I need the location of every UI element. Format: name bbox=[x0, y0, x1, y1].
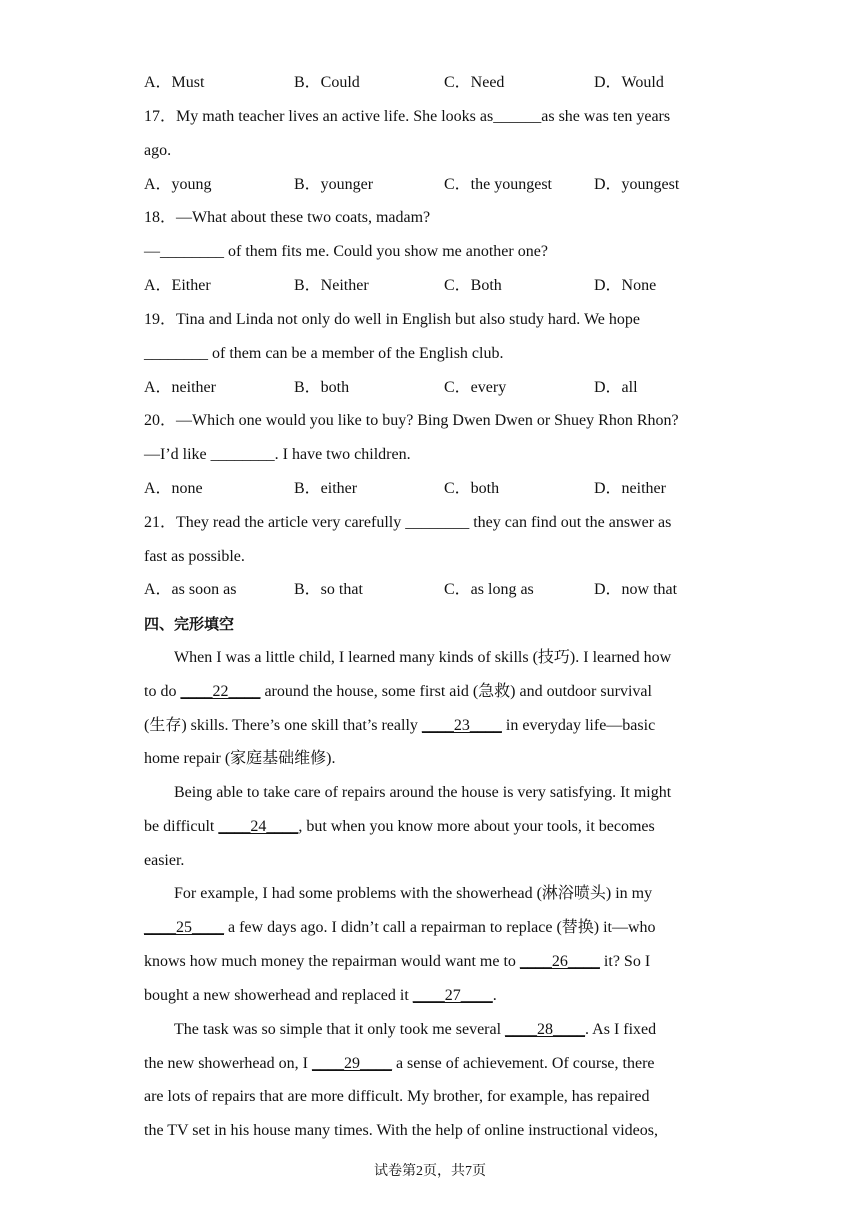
passage-text: to do bbox=[144, 683, 181, 700]
passage-line: Being able to take care of repairs around the house is very satisfying. It might bbox=[174, 784, 672, 801]
cloze-blank-25: ____25____ bbox=[144, 919, 224, 936]
passage-text: knows how much money the repairman would want me to bbox=[144, 953, 520, 970]
passage-line bbox=[144, 952, 650, 972]
q20-stem-line2: —I’d like ________. I have two children. bbox=[144, 446, 411, 463]
q19-option-a: A．neither bbox=[144, 379, 216, 396]
cloze-blank-23: ____23____ bbox=[421, 717, 502, 734]
passage-text: a few days ago. I didn’t call a repairman to replace (替换) it—who bbox=[224, 919, 656, 936]
q19-option-d: D．all bbox=[594, 379, 638, 396]
q19-option-c: C．every bbox=[444, 379, 507, 396]
passage-line: easier. bbox=[144, 852, 185, 869]
q17-blank: ______ bbox=[493, 108, 542, 125]
passage-line bbox=[144, 682, 652, 702]
cloze-blank-24: ____24____ bbox=[218, 818, 299, 835]
q17-stem-line2: ago. bbox=[144, 142, 172, 159]
q20-option-b: B．either bbox=[294, 480, 358, 497]
q18-stem-line2: —________ of them fits me. Could you show me another one? bbox=[144, 243, 548, 260]
q21-options bbox=[144, 580, 744, 600]
q18-stem-line1: 18．—What about these two coats, madam? bbox=[144, 209, 431, 226]
q17-stem-line1 bbox=[144, 107, 670, 127]
q21-option-b: B．so that bbox=[294, 581, 363, 598]
q17-options bbox=[144, 175, 744, 195]
q17-option-c: C．the youngest bbox=[444, 176, 552, 193]
passage-line bbox=[174, 1020, 656, 1040]
passage-line bbox=[144, 716, 655, 736]
cloze-blank-28: ____28____ bbox=[505, 1021, 586, 1038]
q20-option-c: C．both bbox=[444, 480, 500, 497]
q19-stem-line1: 19．Tina and Linda not only do well in English but also study hard. We hope bbox=[144, 311, 641, 328]
q20-option-d: D．neither bbox=[594, 480, 666, 497]
q18-option-d: D．None bbox=[594, 277, 657, 294]
passage-text: bought a new showerhead and replaced it bbox=[144, 987, 413, 1004]
q18-option-a: A．Either bbox=[144, 277, 211, 294]
q17-stem-text: 17．My math teacher lives an active life. She looks as bbox=[144, 108, 494, 125]
passage-text: (生存) skills. There’s one skill that’s really bbox=[144, 717, 422, 734]
passage-text: The task was so simple that it only took me several bbox=[174, 1021, 506, 1038]
q16-option-d: D．Would bbox=[594, 74, 664, 91]
page-footer: 试卷第2页，共7页 bbox=[374, 1164, 486, 1179]
cloze-blank-22: ____22____ bbox=[180, 683, 261, 700]
q16-option-c: C．Need bbox=[444, 74, 505, 91]
q17-option-a: A．young bbox=[144, 176, 212, 193]
cloze-blank-27: ____27____ bbox=[412, 987, 493, 1004]
passage-line bbox=[144, 1054, 655, 1074]
q19-options bbox=[144, 378, 744, 398]
q21-stem-line2: fast as possible. bbox=[144, 548, 245, 565]
section-heading-cloze: 四、完形填空 bbox=[144, 615, 235, 633]
q20-options bbox=[144, 479, 744, 499]
cloze-blank-29: ____29____ bbox=[311, 1055, 392, 1072]
q21-option-d: D．now that bbox=[594, 581, 678, 598]
passage-line: When I was a little child, I learned many kinds of skills (技巧). I learned how bbox=[174, 649, 672, 666]
passage-text: around the house, some first aid (急救) and outdoor survival bbox=[260, 683, 652, 700]
q21-stem-line1: 21．They read the article very carefully ________ they can find out the answer as bbox=[144, 514, 672, 531]
passage-line: the TV set in his house many times. With the help of online instructional videos, bbox=[144, 1122, 658, 1139]
passage-text: a sense of achievement. Of course, there bbox=[391, 1055, 655, 1072]
passage-text: , but when you know more about your tools, it becomes bbox=[298, 818, 655, 835]
passage-line bbox=[144, 918, 656, 938]
passage-text: . bbox=[492, 987, 497, 1004]
passage-text: be difficult bbox=[144, 818, 219, 835]
passage-text: it? So I bbox=[599, 953, 651, 970]
q21-option-c: C．as long as bbox=[444, 581, 534, 598]
passage-line bbox=[144, 817, 655, 837]
q16-option-b: B．Could bbox=[294, 74, 360, 91]
q21-option-a: A．as soon as bbox=[144, 581, 237, 598]
q20-stem-line1: 20．—Which one would you like to buy? Bing Dwen Dwen or Shuey Rhon Rhon? bbox=[144, 412, 679, 429]
q18-option-c: C．Both bbox=[444, 277, 502, 294]
q19-stem-line2: ________ of them can be a member of the English club. bbox=[144, 345, 504, 362]
passage-line: For example, I had some problems with the showerhead (淋浴喷头) in my bbox=[174, 885, 653, 902]
q20-option-a: A．none bbox=[144, 480, 203, 497]
passage-line: are lots of repairs that are more difficult. My brother, for example, has repaired bbox=[144, 1088, 650, 1105]
q16-option-a: A．Must bbox=[144, 74, 205, 91]
q18-option-b: B．Neither bbox=[294, 277, 369, 294]
q17-stem-text-end: as she was ten years bbox=[541, 108, 671, 125]
q17-option-b: B．younger bbox=[294, 176, 374, 193]
q19-option-b: B．both bbox=[294, 379, 350, 396]
passage-text: . As I fixed bbox=[585, 1021, 657, 1038]
passage-line bbox=[144, 986, 497, 1006]
q17-option-d: D．youngest bbox=[594, 176, 680, 193]
q18-options bbox=[144, 276, 744, 296]
cloze-blank-26: ____26____ bbox=[519, 953, 600, 970]
passage-line: home repair (家庭基础维修). bbox=[144, 750, 336, 767]
q16-options bbox=[144, 73, 744, 93]
passage-text: the new showerhead on, I bbox=[144, 1055, 312, 1072]
passage-text: in everyday life—basic bbox=[501, 717, 656, 734]
